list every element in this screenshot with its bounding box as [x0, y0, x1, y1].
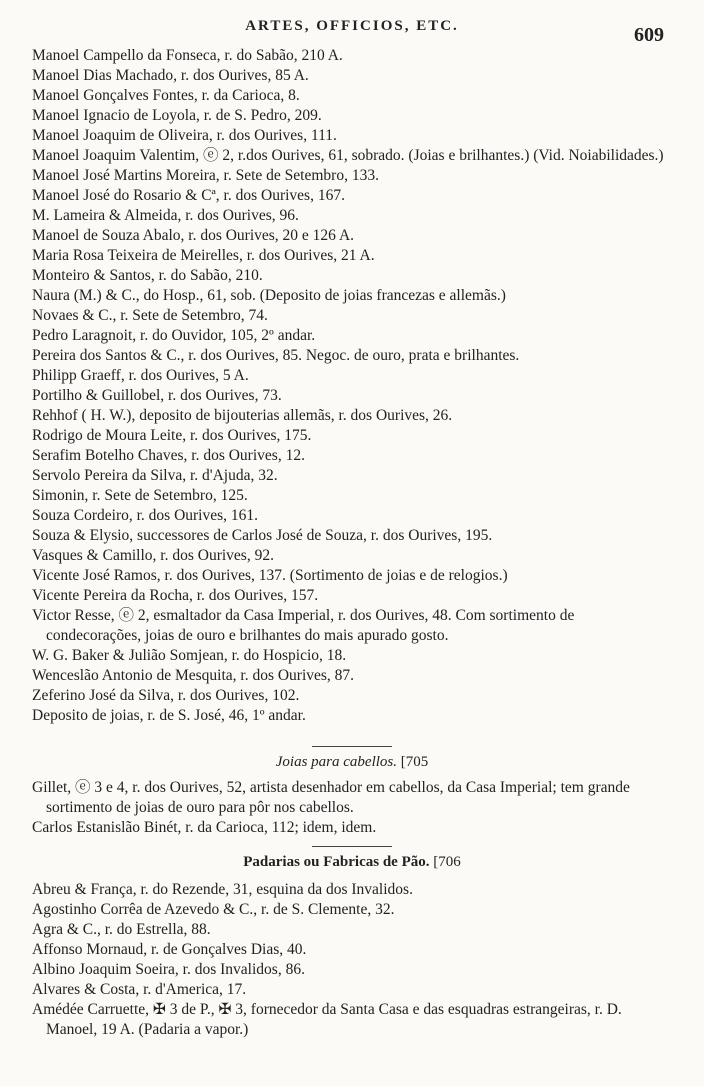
section-title-text: Joias para cabellos.: [275, 754, 397, 770]
bakeries-list: [32, 880, 672, 1040]
section-heading-padarias: [0, 854, 704, 871]
list-item: Serafim Botelho Chaves, r. dos Ourives, 12.: [32, 447, 305, 464]
list-item: Pereira dos Santos & C., r. dos Ourives, 85. Negoc. de ouro, prata e brilhantes.: [32, 347, 520, 364]
list-item: M. Lameira & Almeida, r. dos Ourives, 96.: [32, 207, 299, 224]
list-item: Portilho & Guillobel, r. dos Ourives, 73.: [32, 387, 282, 404]
list-item: Manoel de Souza Abalo, r. dos Ourives, 20 e 126 A.: [32, 227, 355, 244]
list-item: Zeferino José da Silva, r. dos Ourives, 102.: [32, 687, 300, 704]
list-item: Manoel Gonçalves Fontes, r. da Carioca, 8.: [32, 87, 300, 104]
list-item: Manoel Joaquim Valentim, ⓔ 2, r.dos Ourives, 61, sobrado. (Joias e brilhantes.) (Vid. Noiabilidades.): [32, 147, 664, 164]
list-item: Alvares & Costa, r. d'America, 17.: [32, 981, 247, 998]
list-item: Manoel José Martins Moreira, r. Sete de Setembro, 133.: [32, 167, 379, 184]
running-header: ARTES, OFFICIOS, ETC.: [245, 18, 459, 34]
list-item: Simonin, r. Sete de Setembro, 125.: [32, 487, 248, 504]
list-item: Pedro Laragnoit, r. do Ouvidor, 105, 2º andar.: [32, 327, 316, 344]
list-item: Servolo Pereira da Silva, r. d'Ajuda, 32.: [32, 467, 278, 484]
list-item: Carlos Estanislão Binét, r. da Carioca, 112; idem, idem.: [32, 819, 377, 836]
list-item: Rehhof ( H. W.), deposito de bijouterias allemãs, r. dos Ourives, 26.: [32, 407, 453, 424]
list-item: Manoel Dias Machado, r. dos Ourives, 85 A.: [32, 67, 309, 84]
list-item: Novaes & C., r. Sete de Setembro, 74.: [32, 307, 268, 324]
hair-jewels-list: [32, 778, 672, 838]
list-item: Vicente Pereira da Rocha, r. dos Ourives, 157.: [32, 587, 319, 604]
section-number: [705: [400, 754, 429, 770]
section-heading-joias: [0, 754, 704, 771]
list-item: Monteiro & Santos, r. do Sabão, 210.: [32, 267, 263, 284]
list-item: Rodrigo de Moura Leite, r. dos Ourives, 175.: [32, 427, 312, 444]
list-item: Affonso Mornaud, r. de Gonçalves Dias, 40.: [32, 941, 307, 958]
section-divider: [312, 746, 392, 747]
section-title-text: Padarias ou Fabricas de Pão.: [243, 854, 430, 870]
list-item: Albino Joaquim Soeira, r. dos Invalidos, 86.: [32, 961, 305, 978]
list-item: Vasques & Camillo, r. dos Ourives, 92.: [32, 547, 274, 564]
list-item: Manoel José do Rosario & Cª, r. dos Ourives, 167.: [32, 187, 345, 204]
list-item: Souza Cordeiro, r. dos Ourives, 161.: [32, 507, 259, 524]
list-item: W. G. Baker & Julião Somjean, r. do Hospicio, 18.: [32, 647, 347, 664]
list-item: Amédée Carruette, ✠ 3 de P., ✠ 3, fornecedor da Santa Casa e das esquadras estrangeiras, r. D. Manoel, 19 A. (Padaria a vapor.): [32, 1001, 622, 1038]
list-item: Abreu & França, r. do Rezende, 31, esquina da dos Invalidos.: [32, 881, 413, 898]
list-item: Wenceslão Antonio de Mesquita, r. dos Ourives, 87.: [32, 667, 355, 684]
list-item: Philipp Graeff, r. dos Ourives, 5 A.: [32, 367, 249, 384]
list-item: Manoel Ignacio de Loyola, r. de S. Pedro, 209.: [32, 107, 322, 124]
list-item: Manoel Campello da Fonseca, r. do Sabão, 210 A.: [32, 47, 343, 64]
list-item: Agostinho Corrêa de Azevedo & C., r. de S. Clemente, 32.: [32, 901, 395, 918]
page-number: 609: [634, 24, 664, 46]
list-item: Victor Resse, ⓔ 2, esmaltador da Casa Imperial, r. dos Ourives, 48. Com sortimento de condecorações, joias de ouro e brilhantes do mais apurado gosto.: [32, 607, 575, 644]
section-number: [706: [433, 854, 461, 870]
list-item: Agra & C., r. do Estrella, 88.: [32, 921, 211, 938]
section-divider: [312, 846, 392, 847]
list-item: Manoel Joaquim de Oliveira, r. dos Ourives, 111.: [32, 127, 337, 144]
list-item: Maria Rosa Teixeira de Meirelles, r. dos Ourives, 21 A.: [32, 247, 375, 264]
list-item: Deposito de joias, r. de S. José, 46, 1º andar.: [32, 707, 306, 724]
list-item: Gillet, ⓔ 3 e 4, r. dos Ourives, 52, artista desenhador em cabellos, da Casa Imperial; tem grande sortimento de joias de ouro para pôr nos cabellos.: [32, 779, 630, 816]
jewelers-list: [32, 46, 672, 726]
list-item: Naura (M.) & C., do Hosp., 61, sob. (Deposito de joias francezas e allemãs.): [32, 287, 506, 304]
list-item: Souza & Elysio, successores de Carlos José de Souza, r. dos Ourives, 195.: [32, 527, 493, 544]
list-item: Vicente José Ramos, r. dos Ourives, 137. (Sortimento de joias e de relogios.): [32, 567, 508, 584]
